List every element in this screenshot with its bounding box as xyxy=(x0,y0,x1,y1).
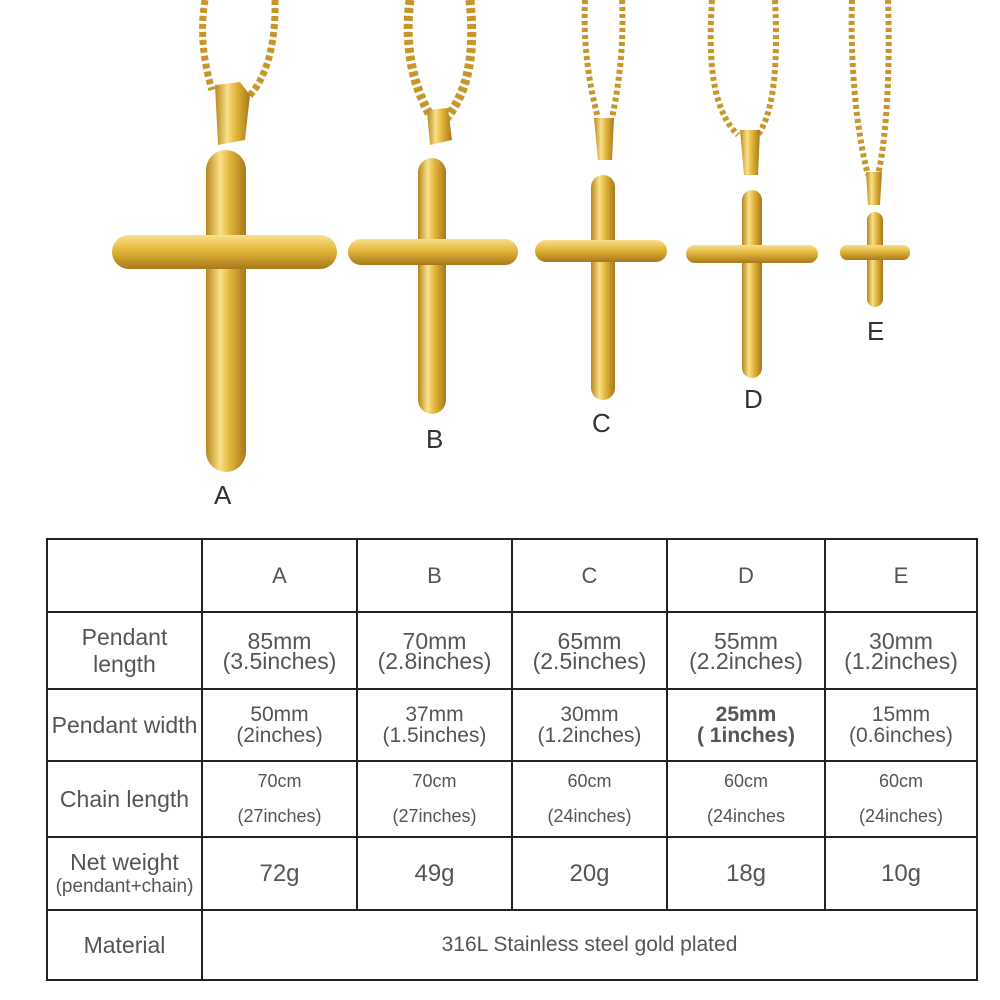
cell-width-c: 30mm (1.2inches) xyxy=(512,689,667,761)
row-pendant-length xyxy=(47,612,977,689)
cell-width-d: 25mm ( 1inches) xyxy=(667,689,825,761)
col-header-a: A xyxy=(202,539,357,612)
cross-pendant-c xyxy=(535,0,667,400)
cell-weight-a: 72g xyxy=(202,837,357,910)
cell-chain-b: 70cm (27inches) xyxy=(357,761,512,837)
row-label-chain-length: Chain length xyxy=(47,761,202,837)
row-label-material: Material xyxy=(47,910,202,980)
cell-chain-e: 60cm (24inches) xyxy=(825,761,977,837)
cell-width-a: 50mm (2inches) xyxy=(202,689,357,761)
row-material xyxy=(47,910,977,980)
pendant-label-a: A xyxy=(214,480,232,510)
header-empty xyxy=(47,539,202,612)
cross-pendant-d xyxy=(686,0,818,378)
cell-length-a: 85mm (3.5inches) xyxy=(202,612,357,689)
cell-width-b: 37mm (1.5inches) xyxy=(357,689,512,761)
cell-chain-a: 70cm (27inches) xyxy=(202,761,357,837)
row-label-net-weight: Net weight (pendant+chain) xyxy=(47,837,202,910)
cell-weight-e: 10g xyxy=(825,837,977,910)
cell-weight-c: 20g xyxy=(512,837,667,910)
cell-chain-c: 60cm (24inches) xyxy=(512,761,667,837)
cell-chain-d: 60cm (24inches xyxy=(667,761,825,837)
row-chain-length xyxy=(47,761,977,837)
spec-table xyxy=(46,538,978,981)
col-header-d: D xyxy=(667,539,825,612)
pendant-label-b: B xyxy=(426,424,444,454)
pendant-label-e: E xyxy=(867,316,885,346)
row-pendant-width xyxy=(47,689,977,761)
cell-width-e: 15mm (0.6inches) xyxy=(825,689,977,761)
pendant-label-c: C xyxy=(592,408,611,438)
row-sublabel-net-weight: (pendant+chain) xyxy=(55,876,194,897)
cell-length-b: 70mm (2.8inches) xyxy=(357,612,512,689)
row-label-pendant-width: Pendant width xyxy=(47,689,202,761)
cell-length-e: 30mm (1.2inches) xyxy=(825,612,977,689)
cell-weight-b: 49g xyxy=(357,837,512,910)
row-label-pendant-length: Pendant length xyxy=(47,612,202,689)
cross-pendant-a xyxy=(112,0,337,472)
cross-pendant-b xyxy=(348,0,518,414)
row-net-weight xyxy=(47,837,977,910)
col-header-b: B xyxy=(357,539,512,612)
col-header-c: C xyxy=(512,539,667,612)
col-header-e: E xyxy=(825,539,977,612)
cross-pendant-e xyxy=(840,0,910,307)
header-row xyxy=(47,539,977,612)
cell-length-c: 65mm (2.5inches) xyxy=(512,612,667,689)
cell-material: 316L Stainless steel gold plated xyxy=(202,910,977,980)
pendant-label-d: D xyxy=(744,384,763,414)
cell-length-d: 55mm (2.2inches) xyxy=(667,612,825,689)
cell-weight-d: 18g xyxy=(667,837,825,910)
